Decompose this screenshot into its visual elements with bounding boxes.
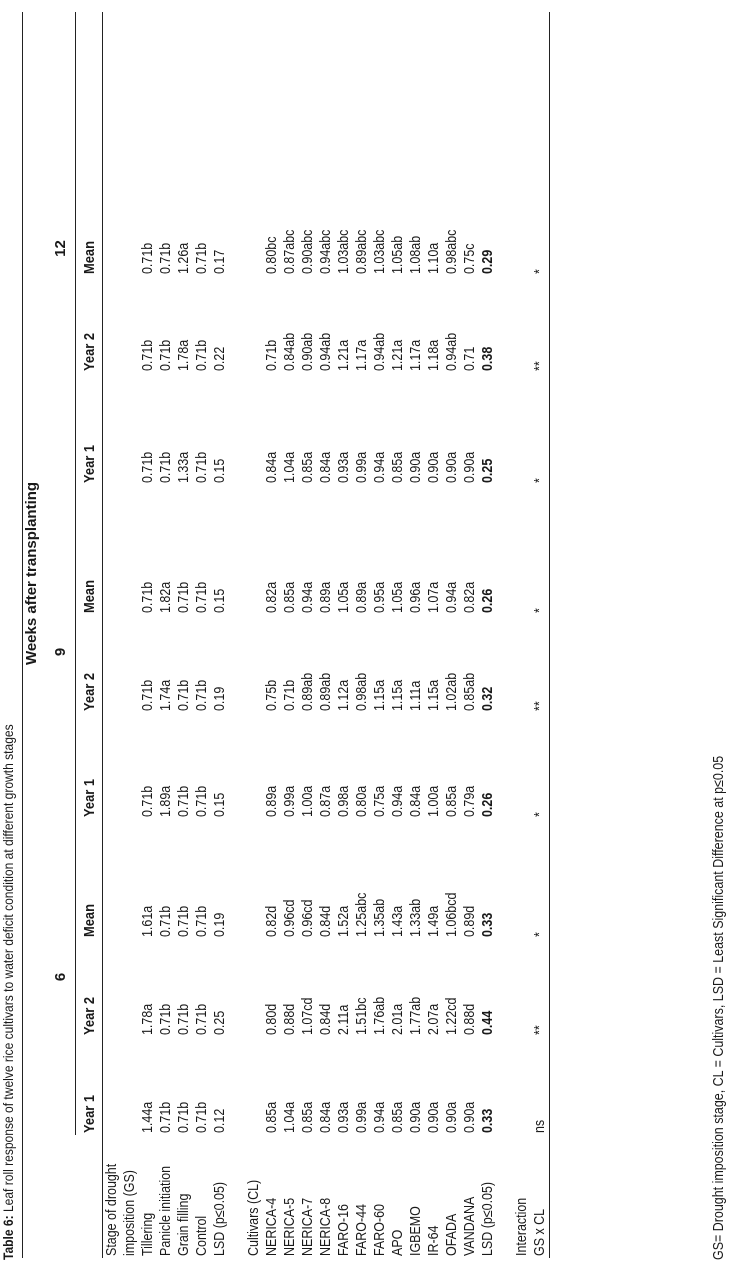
cell-value: 1.12a [336,679,352,711]
col-header: Year 2 [80,672,98,711]
cell-value: 0.85ab [462,672,478,711]
caption-label: Table 6: [0,1215,16,1260]
cell-value: 0.93a [336,451,352,483]
cell-value: 0.94a [300,581,316,613]
weeks-header-row [23,12,46,1258]
cell-value: 0.84a [408,785,424,817]
spacer-row [229,12,245,1258]
col-header: Year 2 [80,332,98,371]
cell-value: ** [532,701,548,711]
cell-value: 0.19 [212,912,228,937]
table-body [103,12,550,1258]
row-label: Panicle initiation [158,1165,174,1256]
week-group-9: 9 [45,485,76,819]
cell-value: 0.71b [158,1101,174,1133]
cell-value: 0.89d [462,905,478,937]
cell-value: 0.85a [444,785,460,817]
cell-value: 1.74a [158,679,174,711]
cell-value: 0.94a [372,1101,388,1133]
cell-value: 0.33 [480,912,496,937]
spacer-row [497,12,513,1258]
column-header-row [76,12,103,1258]
row-label: APO [390,1229,406,1256]
cell-value: 0.71b [176,905,192,937]
cell-value: 1.49a [426,905,442,937]
col-header: Year 1 [80,1094,98,1133]
cell-value: 0.84d [318,1003,334,1035]
table-footnote: GS= Drought imposition stage, CL = Cultivars, LSD = Least Significant Difference at p≤0.05 [711,755,727,1260]
section-title-row [245,12,263,1258]
cell-value: 0.84ab [282,332,298,371]
cell-value: 0.89a [318,581,334,613]
row-label: IR-64 [426,1225,442,1256]
week-group-row [45,12,76,1258]
week-group-6: 6 [45,819,76,1135]
table-row [371,12,389,1258]
cell-value: 0.85a [300,451,316,483]
table-row [443,12,461,1258]
cell-value: 0.71b [194,1101,210,1133]
cell-value: 1.21a [390,339,406,371]
row-label: OFADA [444,1213,460,1256]
cell-value: 0.90a [426,451,442,483]
cell-value: 0.94a [390,785,406,817]
cell-value: 1.05a [336,581,352,613]
cell-value: 0.94ab [444,332,460,371]
cell-value: 0.71b [140,785,156,817]
cell-value: 0.15 [212,458,228,483]
cell-value: 0.98a [336,785,352,817]
cell-value: 0.29 [480,249,496,274]
cell-value: 0.25 [480,458,496,483]
cell-value: * [532,608,548,613]
cell-value: 0.33 [480,1108,496,1133]
table-row [317,12,335,1258]
cell-value: 1.03abc [336,229,352,274]
cell-value: ** [532,1025,548,1035]
cell-value: 0.75b [264,679,280,711]
cell-value: 0.99a [354,451,370,483]
col-header: Year 1 [80,778,98,817]
cell-value: 0.75c [462,243,478,274]
cell-value: 0.71b [194,905,210,937]
cell-value: 0.93a [336,1101,352,1133]
cell-value: 1.76ab [372,996,388,1035]
cell-value: 0.71b [194,785,210,817]
row-label: Control [194,1215,210,1256]
cell-value: 0.90a [408,451,424,483]
cell-value: 0.94ab [318,332,334,371]
cell-value: 0.19 [212,686,228,711]
cell-value: 2.11a [336,1004,352,1035]
cell-value: 0.80a [354,785,370,817]
cell-value: 0.89ab [300,672,316,711]
cell-value: 0.71b [158,451,174,483]
cell-value: 0.71b [194,581,210,613]
col-header: Year 1 [80,444,98,483]
cell-value: 1.08ab [408,235,424,274]
cell-value: 0.94abc [318,229,334,274]
cell-value: * [532,478,548,483]
row-label: NERICA-8 [318,1197,334,1256]
cell-value: 2.07a [426,1003,442,1035]
cell-value: 1.82a [158,581,174,613]
cell-value: 0.44 [480,1010,496,1035]
cell-value: 1.78a [140,1003,156,1035]
cell-value: 1.25abc [354,892,370,937]
cell-value: 0.71b [158,905,174,937]
cell-value: 1.61a [140,905,156,937]
cell-value: 0.71b [176,1101,192,1133]
cell-value: 0.90a [444,451,460,483]
table-row [353,12,371,1258]
cell-value: 0.85a [282,581,298,613]
weeks-header: Weeks after transplanting [23,12,46,1135]
cell-value: 0.80d [264,1003,280,1035]
cell-value: 0.71b [176,1003,192,1035]
cell-value: 0.85a [300,1101,316,1133]
cell-value: 1.10a [426,242,442,274]
cell-value: 0.71b [194,451,210,483]
cell-value: 0.84d [318,905,334,937]
cell-value: 1.07a [426,581,442,613]
week-group-12: 12 [45,12,76,485]
cell-value: 0.95a [372,581,388,613]
row-label: Grain filling [176,1193,192,1256]
cell-value: 0.99a [354,1101,370,1133]
section-title-row [121,12,139,1258]
cell-value: 0.84a [318,1101,334,1133]
cell-value: 2.01a [390,1003,406,1035]
cell-value: 1.04a [282,451,298,483]
section-title: imposition (GS) [122,1170,138,1256]
cell-value: 0.71b [194,679,210,711]
cell-value: 0.94a [372,451,388,483]
section-title: Interaction [514,1197,530,1256]
table-row [193,12,211,1258]
cell-value: * [532,932,548,937]
cell-value: 1.05a [390,581,406,613]
cell-value: ns [532,1119,548,1133]
row-label: FARO-60 [372,1204,388,1256]
cell-value: 0.87abc [282,229,298,274]
table-row [531,12,550,1258]
table-row [281,12,299,1258]
cell-value: 0.26 [480,588,496,613]
row-label: FARO-44 [354,1204,370,1256]
cell-value: 0.89a [264,785,280,817]
cell-value: 1.89a [158,785,174,817]
table-caption [0,724,16,1260]
cell-value: 0.71b [140,679,156,711]
cell-value: 1.77ab [408,996,424,1035]
cell-value: 0.85a [390,451,406,483]
cell-value: 1.05ab [390,235,406,274]
table-row [461,12,479,1258]
cell-value: 1.44a [140,1101,156,1133]
row-label: IGBEMO [408,1206,424,1256]
section-title: Cultivars (CL) [246,1179,262,1256]
cell-value: 0.71b [140,581,156,613]
row-label: LSD (p≤0.05) [480,1181,496,1256]
cell-value: 0.89a [354,581,370,613]
cell-value: 0.90a [462,1101,478,1133]
cell-value: 1.06bcd [444,892,460,937]
row-label: NERICA-5 [282,1197,298,1256]
cell-value: 0.71b [140,451,156,483]
cell-value: 0.82a [264,581,280,613]
table-row [263,12,281,1258]
row-label: LSD (p≤0.05) [212,1181,228,1256]
cell-value: 1.26a [176,242,192,274]
cell-value: 0.90ab [300,332,316,371]
cell-value: 0.71b [194,1003,210,1035]
cell-value: * [532,812,548,817]
table-row [139,12,157,1258]
cell-value: 1.35ab [372,898,388,937]
cell-value: 0.90a [462,451,478,483]
cell-value: 1.07cd [300,997,316,1035]
cell-value: 0.84a [318,451,334,483]
cell-value: 0.71b [176,581,192,613]
cell-value: 0.90a [426,1101,442,1133]
cell-value: 0.88d [282,1003,298,1035]
table-row [479,12,497,1258]
cell-value: 0.26 [480,792,496,817]
cell-value: 0.71b [176,785,192,817]
cell-value: 0.71b [194,242,210,274]
cell-value: 0.80bc [264,236,280,274]
cell-value: 0.89abc [354,229,370,274]
cell-value: 1.00a [426,785,442,817]
cell-value: 0.96cd [282,899,298,937]
table-row [335,12,353,1258]
cell-value: 0.99a [282,785,298,817]
cell-value: 1.15a [390,679,406,711]
cell-value: 0.71b [140,339,156,371]
table-row [425,12,443,1258]
cell-value: 0.71b [158,339,174,371]
cell-value: 0.98ab [354,672,370,711]
row-label: FARO-16 [336,1204,352,1256]
section-title-row [513,12,531,1258]
col-header: Mean [80,241,98,274]
cell-value: 0.85a [390,1101,406,1133]
col-header: Mean [80,904,98,937]
row-label: GS x CL [532,1208,548,1256]
cell-value: 0.82d [264,905,280,937]
row-label: NERICA-7 [300,1197,316,1256]
cell-value: 0.84a [264,451,280,483]
cell-value: 0.71b [176,679,192,711]
cell-value: 0.87a [318,785,334,817]
table-row [389,12,407,1258]
cell-value: 1.17a [408,339,424,371]
cell-value: 0.96a [408,581,424,613]
cell-value: 0.79a [462,785,478,817]
table-row [211,12,229,1258]
cell-value: 0.32 [480,686,496,711]
cell-value: 0.89ab [318,672,334,711]
section-title: Stage of drought [104,1163,120,1256]
row-label: VANDANA [462,1196,478,1256]
col-header: Year 2 [80,996,98,1035]
cell-value: 1.17a [354,339,370,371]
cell-value: 1.02ab [444,672,460,711]
cell-value: 1.03abc [372,229,388,274]
table-row [175,12,193,1258]
cell-value: 1.43a [390,905,406,937]
table-row [407,12,425,1258]
cell-value: 0.90abc [300,229,316,274]
cell-value: 0.71b [194,339,210,371]
section-title-row [103,12,122,1258]
cell-value: 0.71b [158,1003,174,1035]
cell-value: 0.38 [480,346,496,371]
cell-value: 1.04a [282,1101,298,1133]
cell-value: 0.15 [212,792,228,817]
cell-value: 1.78a [176,339,192,371]
cell-value: 1.18a [426,339,442,371]
col-header: Mean [80,580,98,613]
cell-value: 0.12 [212,1108,228,1133]
cell-value: 1.21a [336,339,352,371]
cell-value: 0.94a [444,581,460,613]
table-row [299,12,317,1258]
table-row [157,12,175,1258]
cell-value: 1.22cd [444,997,460,1035]
cell-value: 0.75a [372,785,388,817]
cell-value: 1.52a [336,905,352,937]
cell-value: 0.22 [212,346,228,371]
cell-value: ** [532,361,548,371]
cell-value: 0.71b [282,679,298,711]
cell-value: 0.88d [462,1003,478,1035]
cell-value: 0.98abc [444,229,460,274]
caption-text: Leaf roll response of twelve rice cultivars to water deficit condition at different growth stages [0,724,16,1216]
cell-value: 1.11a [408,680,424,711]
cell-value: 1.15a [426,679,442,711]
cell-value: 0.94ab [372,332,388,371]
cell-value: 1.00a [300,785,316,817]
cell-value: 1.33ab [408,898,424,937]
cell-value: 0.90a [444,1101,460,1133]
cell-value: 0.17 [212,249,228,274]
cell-value: 0.15 [212,588,228,613]
cell-value: 1.33a [176,451,192,483]
leaf-roll-table [22,12,550,1258]
cell-value: 0.71 [462,346,478,371]
cell-value: 0.85a [264,1101,280,1133]
row-label: NERICA-4 [264,1197,280,1256]
cell-value: 0.25 [212,1010,228,1035]
cell-value: 1.51bc [354,997,370,1035]
cell-value: 0.71b [140,242,156,274]
cell-value: 0.90a [408,1101,424,1133]
cell-value: 0.96cd [300,899,316,937]
cell-value: 0.82a [462,581,478,613]
row-label: Tillering [140,1212,156,1256]
cell-value: 1.15a [372,679,388,711]
cell-value: * [532,269,548,274]
cell-value: 0.71b [264,339,280,371]
cell-value: 0.71b [158,242,174,274]
